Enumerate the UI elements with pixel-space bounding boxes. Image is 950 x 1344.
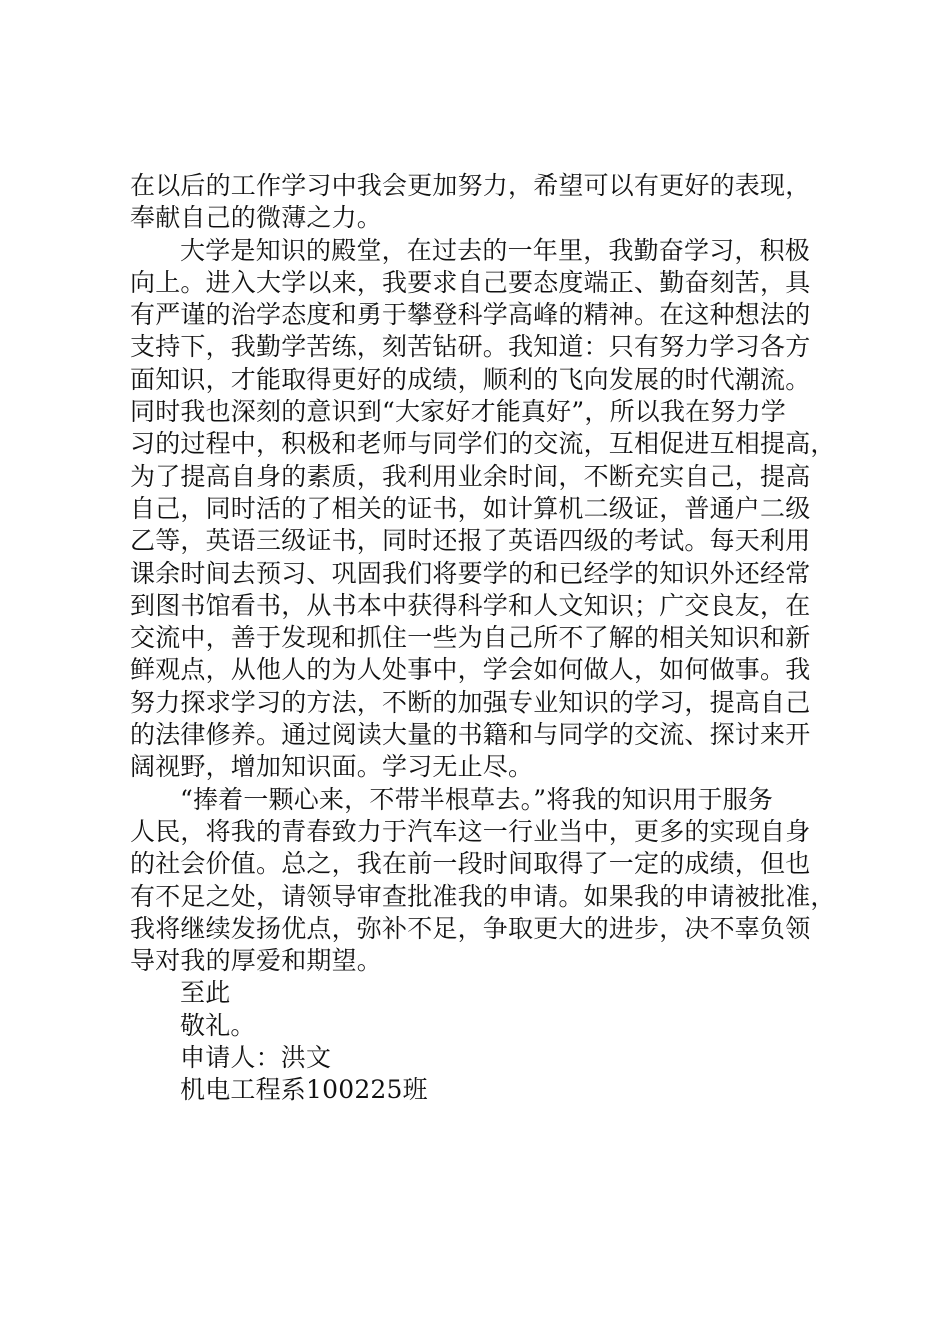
text-line: 有严谨的治学态度和勇于攀登科学高峰的精神。在这种想法的 bbox=[130, 300, 811, 330]
text-line: 面知识，才能取得更好的成绩，顺利的飞向发展的时代潮流。 bbox=[130, 364, 811, 394]
text-line: 鲜观点，从他人的为人处事中，学会如何做人，如何做事。我 bbox=[130, 655, 811, 685]
closing-line: 至此 bbox=[180, 978, 231, 1008]
text-line: 有不足之处，请领导审查批准我的申请。如果我的申请被批准， bbox=[130, 881, 836, 911]
text-line: 阔视野，增加知识面。学习无止尽。 bbox=[130, 752, 534, 782]
text-line: 自己，同时活的了相关的证书，如计算机二级证，普通户二级 bbox=[130, 493, 811, 523]
department-line: 机电工程系100225班 bbox=[180, 1075, 428, 1105]
text-line: 支持下，我勤学苦练，刻苦钻研。我知道：只有努力学习各方 bbox=[130, 332, 811, 362]
text-line: 的法律修养。通过阅读大量的书籍和与同学的交流、探讨来开 bbox=[130, 720, 811, 750]
text-line: 为了提高自身的素质，我利用业余时间，不断充实自己，提高 bbox=[130, 461, 811, 491]
body-text bbox=[130, 170, 836, 1107]
text-line: 课余时间去预习、巩固我们将要学的和已经学的知识外还经常 bbox=[130, 558, 811, 588]
applicant-line: 申请人：洪文 bbox=[180, 1043, 332, 1073]
salutation-line: 敬礼。 bbox=[180, 1010, 256, 1040]
text-line: 我将继续发扬优点，弥补不足，争取更大的进步，决不辜负领 bbox=[130, 913, 811, 943]
text-line: 奉献自己的微薄之力。 bbox=[130, 203, 383, 233]
text-line: 在以后的工作学习中我会更加努力，希望可以有更好的表现， bbox=[130, 171, 811, 200]
text-line: 交流中，善于发现和抓住一些为自己所不了解的相关知识和新 bbox=[130, 623, 811, 653]
text-line: 到图书馆看书，从书本中获得科学和人文知识；广交良友，在 bbox=[130, 590, 811, 620]
paragraph-first-line: “捧着一颗心来，不带半根草去。”将我的知识用于服务 bbox=[180, 784, 774, 814]
text-line: 同时我也深刻的意识到“大家好才能真好”，所以我在努力学 bbox=[130, 397, 786, 427]
text-line: 的社会价值。总之，我在前一段时间取得了一定的成绩，但也 bbox=[130, 849, 811, 879]
text-line: 向上。进入大学以来，我要求自己要态度端正、勤奋刻苦，具 bbox=[130, 267, 811, 297]
text-line: 人民，将我的青春致力于汽车这一行业当中，更多的实现自身 bbox=[130, 816, 811, 846]
text-line: 导对我的厚爱和期望。 bbox=[130, 946, 383, 976]
text-line: 乙等，英语三级证书，同时还报了英语四级的考试。每天利用 bbox=[130, 526, 811, 556]
text-line: 努力探求学习的方法，不断的加强专业知识的学习，提高自己 bbox=[130, 687, 811, 717]
paragraph-first-line: 大学是知识的殿堂，在过去的一年里，我勤奋学习，积极 bbox=[180, 235, 811, 265]
text-line: 习的过程中，积极和老师与同学们的交流，互相促进互相提高， bbox=[130, 429, 836, 459]
